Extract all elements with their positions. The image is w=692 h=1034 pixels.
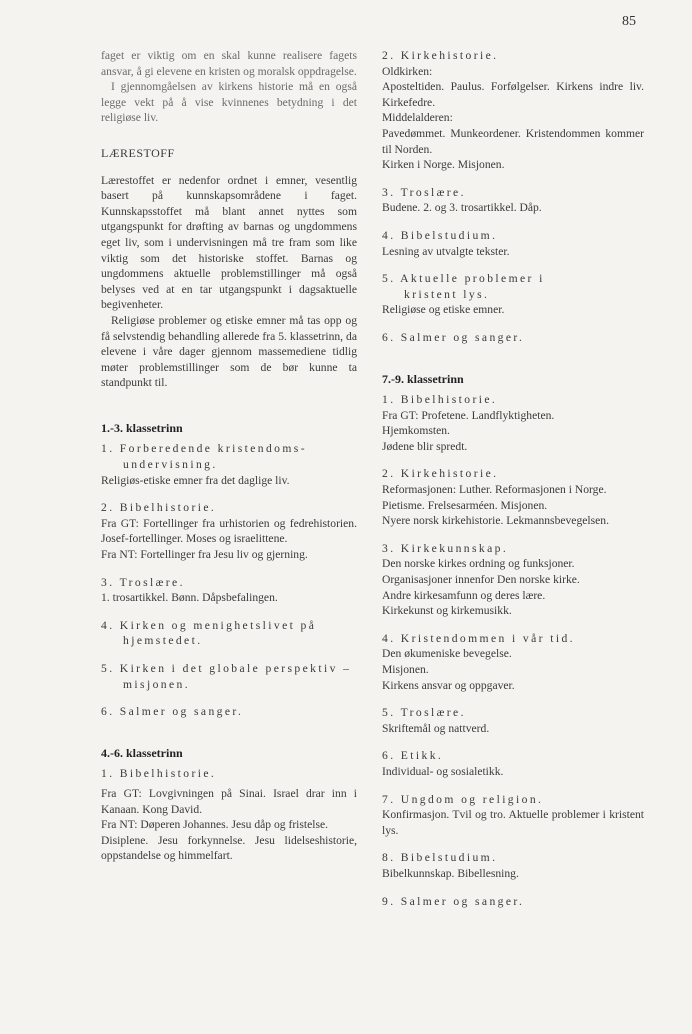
topic-title: 4. Kristendommen i vår tid. bbox=[382, 631, 575, 645]
topic-title: 8. Bibelstudium. bbox=[382, 851, 498, 865]
topic-title: 5. Troslære. bbox=[382, 706, 466, 720]
topic-section bbox=[101, 618, 357, 649]
topic-title: 9. Salmer og sanger. bbox=[382, 894, 525, 908]
topic-body: Middelalderen: bbox=[382, 111, 453, 125]
topic-body: Pavedømmet. Munkeordener. Kristendommen kommer til Norden. bbox=[382, 126, 644, 156]
topic-body: Religiøs-etiske emner fra det daglige liv. bbox=[101, 473, 290, 487]
intro-paragraph: I gjennomgåelsen av kirkens historie må en også legge vekt på å vise kvinnenes betydning i det religiøse liv. bbox=[101, 80, 357, 125]
left-column bbox=[101, 48, 357, 876]
topic-body: Fra GT: Profetene. Landflyktigheten. bbox=[382, 408, 555, 422]
topic-section bbox=[101, 441, 357, 488]
topic-title: 6. Salmer og sanger. bbox=[101, 705, 244, 719]
topic-title: 5. Aktuelle problemer i bbox=[382, 272, 545, 286]
section-heading: LÆRESTOFF bbox=[101, 145, 175, 160]
topic-body: Fra NT: Døperen Johannes. Jesu dåp og fristelse. bbox=[101, 818, 329, 832]
topic-title: 6. Etikk. bbox=[382, 749, 444, 763]
topic-title: 5. Kirken i det globale perspektiv – bbox=[101, 662, 352, 675]
topic-section bbox=[382, 705, 644, 736]
topic-body: Pietisme. Frelsesarméen. Misjonen. bbox=[382, 498, 548, 512]
intro-paragraph: faget er viktig om en skal kunne realisere fagets ansvar, å gi elevene en kristen og moralsk oppdragelse. bbox=[101, 49, 357, 78]
topic-section bbox=[101, 575, 357, 606]
topic-title: 2. Bibelhistorie. bbox=[101, 501, 217, 515]
topic-title: 6. Salmer og sanger. bbox=[382, 330, 525, 344]
topic-body: 1. trosartikkel. Bønn. Dåpsbefalingen. bbox=[101, 591, 278, 605]
level-heading: 7.-9. klassetrinn bbox=[382, 371, 464, 386]
topic-body: Fra GT: Lovgivningen på Sinai. Israel drar inn i Kanaan. Kong David. bbox=[101, 786, 357, 816]
topic-title-continued: misjonen. bbox=[123, 677, 191, 691]
topic-body: Individual- og sosialetikk. bbox=[382, 764, 504, 778]
topic-title: 3. Kirkekunnskap. bbox=[382, 541, 509, 555]
topic-section bbox=[101, 704, 357, 720]
body-paragraph: Lærestoffet er nedenfor ordnet i emner, vesentlig basert på kunnskapsområdene i faget. Kunnskapsstoffet må blant annet nyttes som utgangspunkt for drøfting av barnas og ungdommens eget liv, som i undervisningen må tre fram som like viktig som det historiske stoffet. Barnas og ungdommens aktuelle problemstillinger må også belyses ved at en tar utgangspunkt i dagsaktuelle begivenheter. bbox=[101, 173, 357, 312]
topic-body: Skriftemål og nattverd. bbox=[382, 721, 490, 735]
topic-body: Oldkirken: bbox=[382, 64, 433, 78]
topic-title: 3. Troslære. bbox=[101, 575, 185, 589]
topic-title: 1. Bibelhistorie. bbox=[101, 767, 217, 781]
topic-body: Nyere norsk kirkehistorie. Lekmannsbevegelsen. bbox=[382, 514, 609, 528]
topic-section bbox=[382, 748, 644, 779]
topic-section bbox=[101, 500, 357, 562]
topic-title: 2. Kirkehistorie. bbox=[382, 49, 499, 62]
topic-body: Kirken i Norge. Misjonen. bbox=[382, 158, 505, 172]
topic-title: 4. Kirken og menighetslivet på bbox=[101, 618, 317, 632]
topic-body: Fra GT: Fortellinger fra urhistorien og fedrehistorien. Josef-fortellinger. Moses og israelittene. bbox=[101, 516, 357, 546]
topic-body: Kirkens ansvar og oppgaver. bbox=[382, 678, 515, 692]
topic-section bbox=[382, 228, 644, 259]
topic-body: Bibelkunnskap. Bibellesning. bbox=[382, 866, 519, 880]
right-column bbox=[382, 48, 644, 921]
topic-body: Kirkekunst og kirkemusikk. bbox=[382, 604, 512, 618]
topic-body: Religiøse og etiske emner. bbox=[382, 303, 505, 317]
topic-section bbox=[382, 850, 644, 881]
topic-body: Jødene blir spredt. bbox=[382, 439, 468, 453]
topic-title-continued: kristent lys. bbox=[404, 287, 490, 301]
topic-section bbox=[382, 894, 644, 910]
topic-body: Lesning av utvalgte tekster. bbox=[382, 244, 510, 258]
topic-section bbox=[382, 541, 644, 619]
topic-section bbox=[382, 330, 644, 346]
topic-body: Hjemkomsten. bbox=[382, 424, 450, 438]
topic-section bbox=[382, 631, 644, 693]
topic-body: Disiplene. Jesu forkynnelse. Jesu lidelseshistorie, oppstandelse og himmelfart. bbox=[101, 833, 357, 863]
topic-body: Aposteltiden. Paulus. Forfølgelser. Kirkens indre liv. Kirkefedre. bbox=[382, 80, 644, 109]
topic-body: Konfirmasjon. Tvil og tro. Aktuelle problemer i kristent lys. bbox=[382, 808, 644, 837]
body-paragraph: Religiøse problemer og etiske emner må tas opp og få selvstendig behandling allerede fra 5. klassetrinn, da elevene i våre dager gjennom massemediene tidlig møter problemstillinger som de bør kunne ta standpunkt til. bbox=[101, 313, 357, 390]
level-heading: 1.-3. klassetrinn bbox=[101, 420, 183, 435]
topic-section bbox=[101, 766, 357, 864]
topic-title: 4. Bibelstudium. bbox=[382, 228, 498, 242]
topic-title: 7. Ungdom og religion. bbox=[382, 792, 544, 806]
topic-title: 2. Kirkehistorie. bbox=[382, 467, 499, 481]
topic-title: 3. Troslære. bbox=[382, 185, 466, 199]
topic-title: 1. Bibelhistorie. bbox=[382, 393, 498, 407]
page-number: 85 bbox=[622, 14, 636, 29]
topic-title-continued: hjemstedet. bbox=[123, 634, 203, 648]
level-heading: 4.-6. klassetrinn bbox=[101, 745, 183, 760]
topic-body: Andre kirkesamfunn og deres lære. bbox=[382, 588, 546, 602]
topic-section bbox=[382, 271, 644, 318]
topic-body: Budene. 2. og 3. trosartikkel. Dåp. bbox=[382, 201, 542, 215]
topic-body: Organisasjoner innenfor Den norske kirke. bbox=[382, 573, 580, 587]
topic-section bbox=[382, 792, 644, 839]
topic-title-continued: undervisning. bbox=[123, 458, 218, 472]
topic-section bbox=[382, 392, 644, 454]
topic-title: 1. Forberedende kristendoms- bbox=[101, 442, 307, 456]
topic-section bbox=[382, 48, 644, 173]
topic-body: Fra NT: Fortellinger fra Jesu liv og gjerning. bbox=[101, 548, 308, 562]
topic-section bbox=[101, 661, 357, 692]
topic-body: Den økumeniske bevegelse. bbox=[382, 647, 512, 661]
topic-body: Misjonen. bbox=[382, 663, 429, 676]
topic-section bbox=[382, 185, 644, 216]
topic-section bbox=[382, 466, 644, 528]
topic-body: Den norske kirkes ordning og funksjoner. bbox=[382, 557, 575, 571]
topic-body: Reformasjonen: Luther. Reformasjonen i Norge. bbox=[382, 483, 607, 497]
